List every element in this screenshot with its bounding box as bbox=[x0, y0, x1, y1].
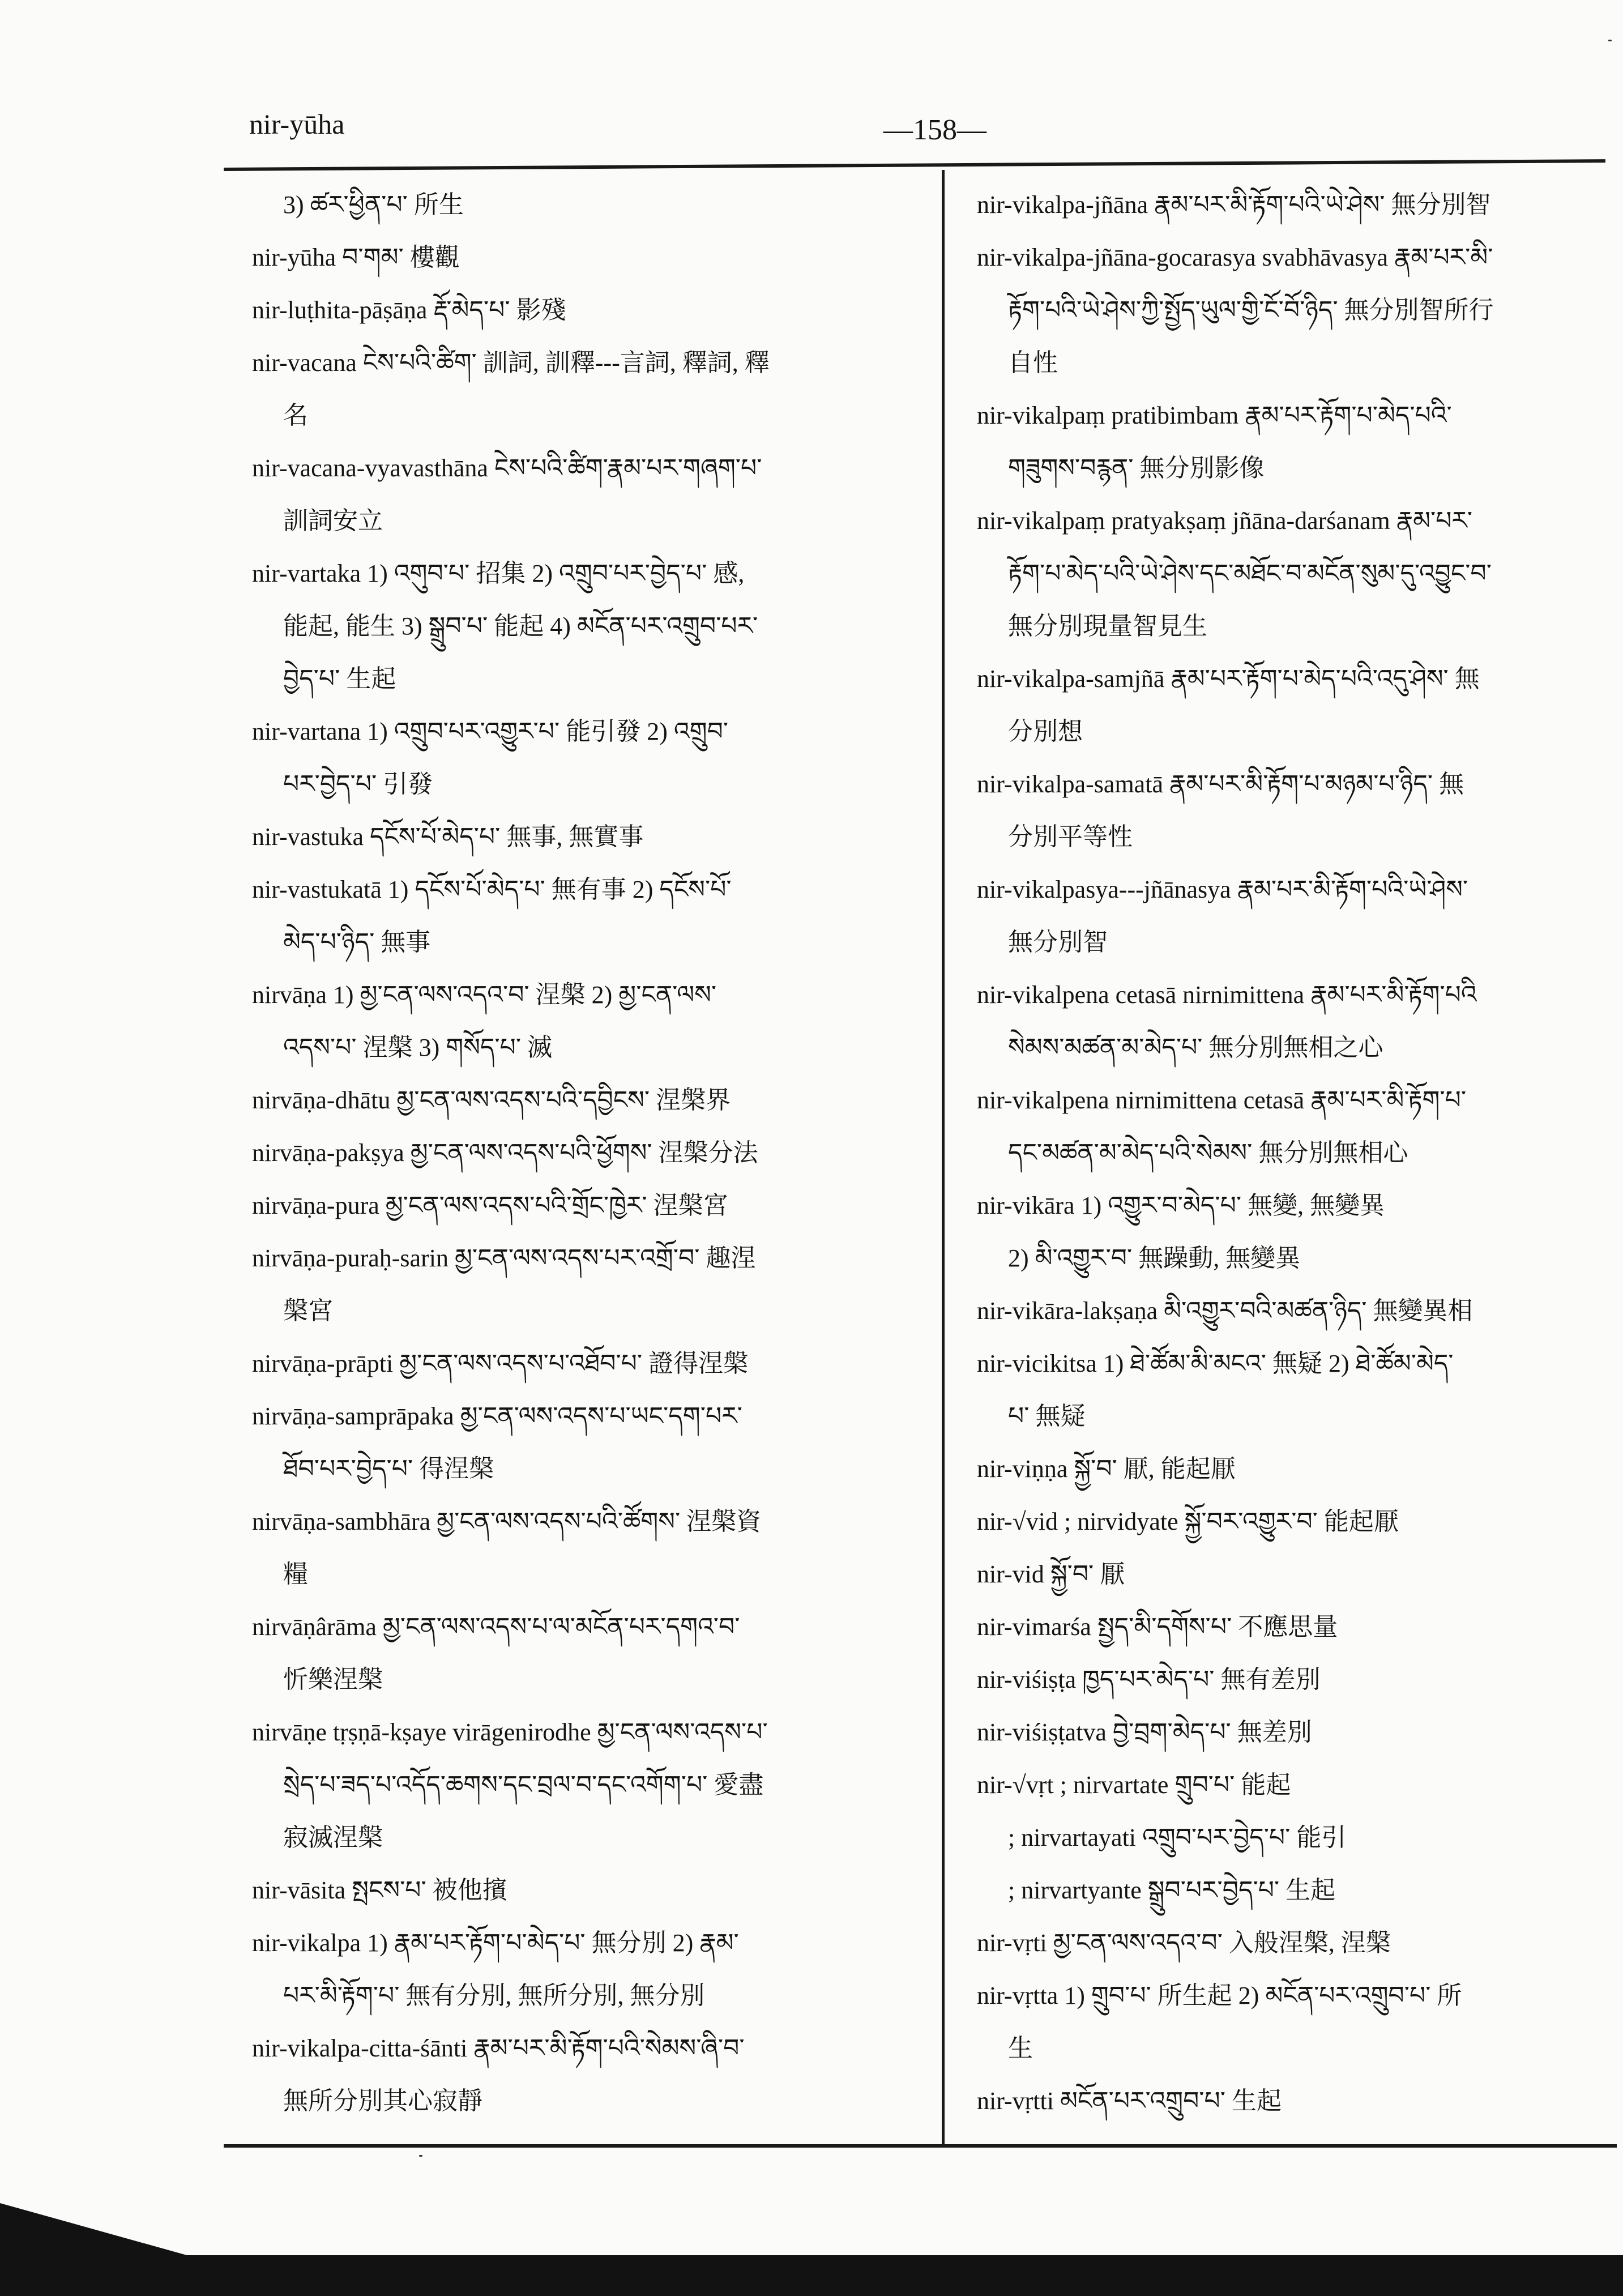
dictionary-entry: nir-vikāra 1) འགྱུར་བ་མེད་པ་ 無變, 無變異 bbox=[977, 1192, 1385, 1219]
dictionary-entry-continuation: རྟོག་པའི་ཡེ་ཤེས་ཀྱི་སྤྱོད་ཡུལ་གྱི་ངོ་བོ་ཉིད་ 無分別智所行 bbox=[1008, 296, 1494, 324]
dictionary-entry-continuation: 2) མི་འགྱུར་བ་ 無躁動, 無變異 bbox=[1008, 1244, 1301, 1272]
dictionary-entry: nirvāṇa-puraḥ-sarin མྱ་ངན་ལས་འདས་པར་འགྲོ་བ་ 趣涅 bbox=[252, 1244, 756, 1272]
dictionary-entry: nir-vikalpasya---jñānasya རྣམ་པར་མི་རྟོག་པའི་ཡེ་ཤེས་ bbox=[977, 876, 1468, 903]
dictionary-entry: nir-vikalpaṃ pratibimbam རྣམ་པར་རྟོག་པ་མེད་པའི་ bbox=[977, 402, 1452, 429]
dictionary-entry: nir-vikalpa-citta-śānti རྣམ་པར་མི་རྟོག་པའི་སེམས་ཞི་བ་ bbox=[252, 2034, 745, 2062]
page-number: —158— bbox=[883, 114, 986, 146]
scan-bottom-wedge bbox=[0, 2203, 187, 2255]
dictionary-entry-continuation: བྱེད་པ་ 生起 bbox=[283, 665, 396, 693]
dictionary-entry-continuation: 自性 bbox=[1008, 349, 1058, 377]
dictionary-entry: nir-vikalpena cetasā nirnimittena རྣམ་པར་མི་རྟོག་པའི bbox=[977, 981, 1477, 1009]
scan-speck bbox=[1608, 40, 1612, 41]
dictionary-entry-continuation: 忻樂涅槃 bbox=[283, 1666, 383, 1693]
dictionary-entry: nir-vikalpa-samjñā རྣམ་པར་རྟོག་པ་མེད་པའི་འདུ་ཤེས་ 無 bbox=[977, 665, 1480, 693]
dictionary-entry: nir-viśiṣṭa ཁྱད་པར་མེད་པ་ 無有差別 bbox=[977, 1666, 1321, 1693]
right-column bbox=[977, 178, 1623, 2127]
dictionary-entry-continuation: ; nirvartayati འགྲུབ་པར་བྱེད་པ་ 能引 bbox=[1008, 1824, 1347, 1851]
left-column bbox=[252, 178, 926, 2127]
dictionary-entry-continuation: 糧 bbox=[283, 1560, 308, 1588]
dictionary-entry-continuation: 寂滅涅槃 bbox=[283, 1824, 383, 1851]
dictionary-entry: nirvāṇa-pakṣya མྱ་ངན་ལས་འདས་པའི་ཕྱོགས་ 涅槃分法 bbox=[252, 1139, 758, 1167]
dictionary-entry: nirvāṇe tṛṣṇā-kṣaye virāgenirodhe མྱ་ངན་ལས་འདས་པ་ bbox=[252, 1718, 768, 1746]
dictionary-entry: nir-vartana 1) འགྲུབ་པར་འགྱུར་པ་ 能引發 2) འགྲུབ་ bbox=[252, 718, 729, 745]
running-head: nir-yūha bbox=[249, 108, 345, 140]
dictionary-entry: nirvāṇârāma མྱ་ངན་ལས་འདས་པ་ལ་མངོན་པར་དགའ་བ་ bbox=[252, 1613, 740, 1641]
dictionary-entry-continuation: ཐོབ་པར་བྱེད་པ་ 得涅槃 bbox=[283, 1455, 494, 1483]
dictionary-entry-continuation: 分別平等性 bbox=[1008, 823, 1133, 851]
dictionary-entry: nirvāṇa-pura མྱ་ངན་ལས་འདས་པའི་གྲོང་ཁྱེར་ 涅槃宮 bbox=[252, 1192, 728, 1219]
dictionary-entry-continuation: འདས་པ་ 涅槃 3) གསོད་པ་ 滅 bbox=[283, 1034, 553, 1061]
dictionary-entry-continuation: 生 bbox=[1008, 2034, 1033, 2062]
dictionary-entry: nir-vāsita སྤངས་པ་ 被他擯 bbox=[252, 1876, 507, 1904]
dictionary-entry: nir-vastukatā 1) དངོས་པོ་མེད་པ་ 無有事 2) དངོས་པོ་ bbox=[252, 876, 732, 903]
dictionary-entry-continuation: སེམས་མཚན་མ་མེད་པ་ 無分別無相之心 bbox=[1008, 1034, 1383, 1061]
column-divider bbox=[942, 170, 945, 2146]
dictionary-entry: nir-vacana ངེས་པའི་ཚིག་ 訓詞, 訓釋---言詞, 釋詞, 釋 bbox=[252, 349, 770, 377]
dictionary-entry: nir-vikalpaṃ pratyakṣaṃ jñāna-darśanam རྣམ་པར་ bbox=[977, 507, 1473, 535]
dictionary-entry-continuation: 槃宮 bbox=[283, 1297, 333, 1325]
dictionary-entry-continuation: མེད་པ་ཉིད་ 無事 bbox=[283, 928, 431, 956]
dictionary-entry: nir-vikalpa 1) རྣམ་པར་རྟོག་པ་མེད་པ་ 無分別 2) རྣམ་ bbox=[252, 1929, 739, 1957]
dictionary-entry: nir-vikalpa-samatā རྣམ་པར་མི་རྟོག་པ་མཉམ་པ་ཉིད་ 無 bbox=[977, 770, 1464, 798]
dictionary-entry-continuation: 無分別現量智見生 bbox=[1008, 612, 1207, 640]
dictionary-entry-continuation: པར་མི་རྟོག་པ་ 無有分別, 無所分別, 無分別 bbox=[283, 1982, 705, 2009]
dictionary-entry: nir-√vid ; nirvidyate སྐྱོ་བར་འགྱུར་བ་ 能起厭 bbox=[977, 1508, 1399, 1535]
dictionary-entry: nir-viṇṇa སྐྱོ་བ་ 厭, 能起厭 bbox=[977, 1455, 1236, 1483]
dictionary-entry: nir-vikalpa-jñāna རྣམ་པར་མི་རྟོག་པའི་ཡེ་ཤེས་ 無分別智 bbox=[977, 191, 1491, 219]
dictionary-entry: nirvāṇa-prāpti མྱ་ངན་ལས་འདས་པ་འཐོབ་པ་ 證得涅槃 bbox=[252, 1350, 749, 1377]
scan-bottom-band bbox=[0, 2255, 1623, 2296]
dictionary-entry-continuation: 能起, 能生 3) སྒྲུབ་པ་ 能起 4) མངོན་པར་འགྲུབ་པར་ bbox=[283, 612, 758, 640]
dictionary-entry: nir-vṛtta 1) གྲུབ་པ་ 所生起 2) མངོན་པར་འགྲུབ་པ་ 所 bbox=[977, 1982, 1462, 2009]
dictionary-entry: nir-vid སྐྱོ་བ་ 厭 bbox=[977, 1560, 1125, 1588]
dictionary-entry: nir-vikāra-lakṣaṇa མི་འགྱུར་བའི་མཚན་ཉིད་ 無變異相 bbox=[977, 1297, 1473, 1325]
dictionary-entry: nir-viśiṣṭatva བྱེ་བྲག་མེད་པ་ 無差別 bbox=[977, 1718, 1312, 1746]
dictionary-entry: nir-yūha བ་གམ་ 樓觀 bbox=[252, 244, 460, 271]
dictionary-entry: nir-vacana-vyavasthāna ངེས་པའི་ཚིག་རྣམ་པར་གཞག་པ་ bbox=[252, 454, 762, 482]
dictionary-entry: nirvāṇa-sambhāra མྱ་ངན་ལས་འདས་པའི་ཚོགས་ 涅槃資 bbox=[252, 1508, 762, 1535]
dictionary-entry: nir-vicikitsa 1) ཐེ་ཚོམ་མི་མངའ་ 無疑 2) ཐེ་ཚོམ་མེད་ bbox=[977, 1350, 1454, 1377]
scan-speck bbox=[419, 2155, 422, 2157]
dictionary-entry: nir-vikalpa-jñāna-gocarasya svabhāvasya རྣམ་པར་མི་ bbox=[977, 244, 1493, 271]
dictionary-entry-continuation: 分別想 bbox=[1008, 718, 1083, 745]
dictionary-entry: nirvāṇa-dhātu མྱ་ངན་ལས་འདས་པའི་དབྱིངས་ 涅槃界 bbox=[252, 1086, 731, 1114]
dictionary-entry-continuation: པར་བྱེད་པ་ 引發 bbox=[283, 770, 433, 798]
dictionary-entry-continuation: 無分別智 bbox=[1008, 928, 1108, 956]
dictionary-entry-continuation: 訓詞安立 bbox=[283, 507, 383, 535]
dictionary-entry-continuation: སྲེད་པ་ཟད་པ་འདོད་ཆགས་དང་བྲལ་བ་དང་འགོག་པ་ 愛盡 bbox=[283, 1771, 764, 1799]
dictionary-entry-continuation: རྟོག་པ་མེད་པའི་ཡེ་ཤེས་དང་མཐོང་བ་མངོན་སུམ་དུ་འབྱུང་བ་ bbox=[1008, 560, 1492, 587]
dictionary-entry: nir-√vṛt ; nirvartate གྲུབ་པ་ 能起 bbox=[977, 1771, 1291, 1799]
top-rule bbox=[224, 159, 1605, 171]
dictionary-entry-continuation: 3) ཚར་ཕྱིན་པ་ 所生 bbox=[283, 191, 464, 219]
dictionary-entry: nir-luṭhita-pāṣāṇa རྡོ་མེད་པ་ 影殘 bbox=[252, 296, 566, 324]
dictionary-entry-continuation: པ་ 無疑 bbox=[1008, 1402, 1086, 1430]
dictionary-entry: nirvāṇa-samprāpaka མྱ་ངན་ལས་འདས་པ་ཡང་དག་པར་ bbox=[252, 1402, 742, 1430]
dictionary-entry: nir-vimarśa སྤྱད་མི་དགོས་པ་ 不應思量 bbox=[977, 1613, 1338, 1641]
dictionary-entry: nirvāṇa 1) མྱ་ངན་ལས་འདའ་བ་ 涅槃 2) མྱ་ངན་ལས་ bbox=[252, 981, 717, 1009]
dictionary-entry-continuation: ; nirvartyante སྒྲུབ་པར་བྱེད་པ་ 生起 bbox=[1008, 1876, 1336, 1904]
dictionary-entry-continuation: 名 bbox=[283, 402, 308, 429]
dictionary-entry-continuation: གཟུགས་བརྙན་ 無分別影像 bbox=[1008, 454, 1265, 482]
dictionary-entry: nir-vikalpena nirnimittena cetasā རྣམ་པར་མི་རྟོག་པ་ bbox=[977, 1086, 1467, 1114]
bottom-rule bbox=[224, 2144, 1617, 2148]
dictionary-entry: nir-vartaka 1) འགུབ་པ་ 招集 2) འགྲུབ་པར་བྱེད་པ་ 感, bbox=[252, 560, 745, 587]
dictionary-entry: nir-vṛti མྱ་ངན་ལས་འདའ་བ་ 入般涅槃, 涅槃 bbox=[977, 1929, 1391, 1957]
dictionary-entry: nir-vṛtti མངོན་པར་འགྲུབ་པ་ 生起 bbox=[977, 2087, 1282, 2115]
dictionary-entry: nir-vastuka དངོས་པོ་མེད་པ་ 無事, 無實事 bbox=[252, 823, 644, 851]
dictionary-entry-continuation: 無所分別其心寂靜 bbox=[283, 2087, 482, 2115]
dictionary-entry-continuation: དང་མཚན་མ་མེད་པའི་སེམས་ 無分別無相心 bbox=[1008, 1139, 1408, 1167]
